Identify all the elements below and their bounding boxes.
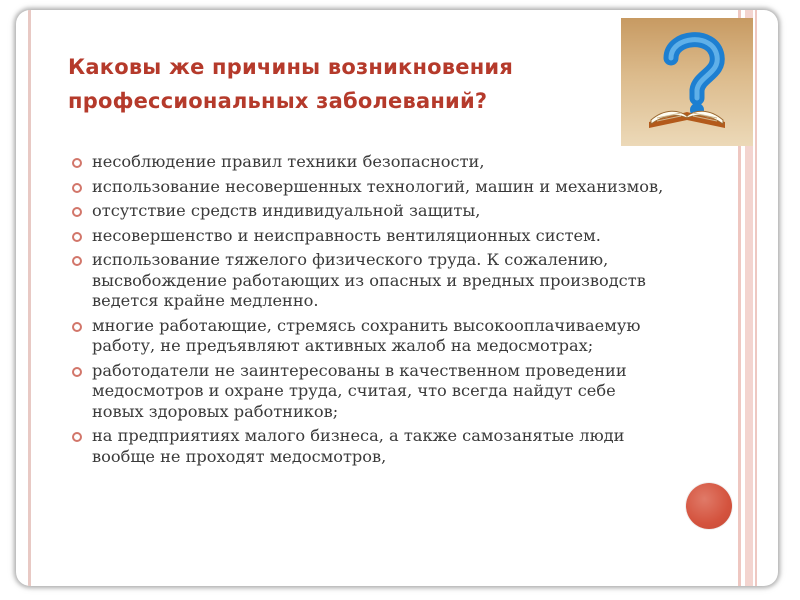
list-item: несоблюдение правил техники безопасности,	[70, 152, 670, 173]
list-item: использование тяжелого физического труда. К сожалению, высвобождение работающих из опасных и вредных производств ведется крайне медленно.	[70, 250, 670, 312]
slide-title-line-1: Каковы же причины возникновения	[68, 55, 514, 79]
list-item: на предприятиях малого бизнеса, а также самозанятые люди вообще не проходят медосмотров,	[70, 426, 670, 467]
left-border-line	[28, 10, 31, 586]
list-item: использование несовершенных технологий, машин и механизмов,	[70, 177, 670, 198]
list-item: несовершенство и неисправность вентиляционных систем.	[70, 226, 670, 247]
list-item: работодатели не заинтересованы в качественном проведении медосмотров и охране труда, считая, что всегда найдут себе новых здоровых работников;	[70, 361, 670, 423]
red-circle-icon	[686, 483, 732, 529]
slide-title-line-2: профессиональных заболеваний?	[68, 89, 488, 113]
slide	[16, 10, 778, 586]
bullet-list	[70, 152, 670, 471]
list-item: многие работающие, стремясь сохранить высокооплачиваемую работу, не предъявляют активных жалоб на медосмотрах;	[70, 316, 670, 357]
list-item: отсутствие средств индивидуальной защиты,	[70, 201, 670, 222]
slide-title	[68, 50, 628, 118]
question-mark-book-icon	[621, 18, 753, 146]
